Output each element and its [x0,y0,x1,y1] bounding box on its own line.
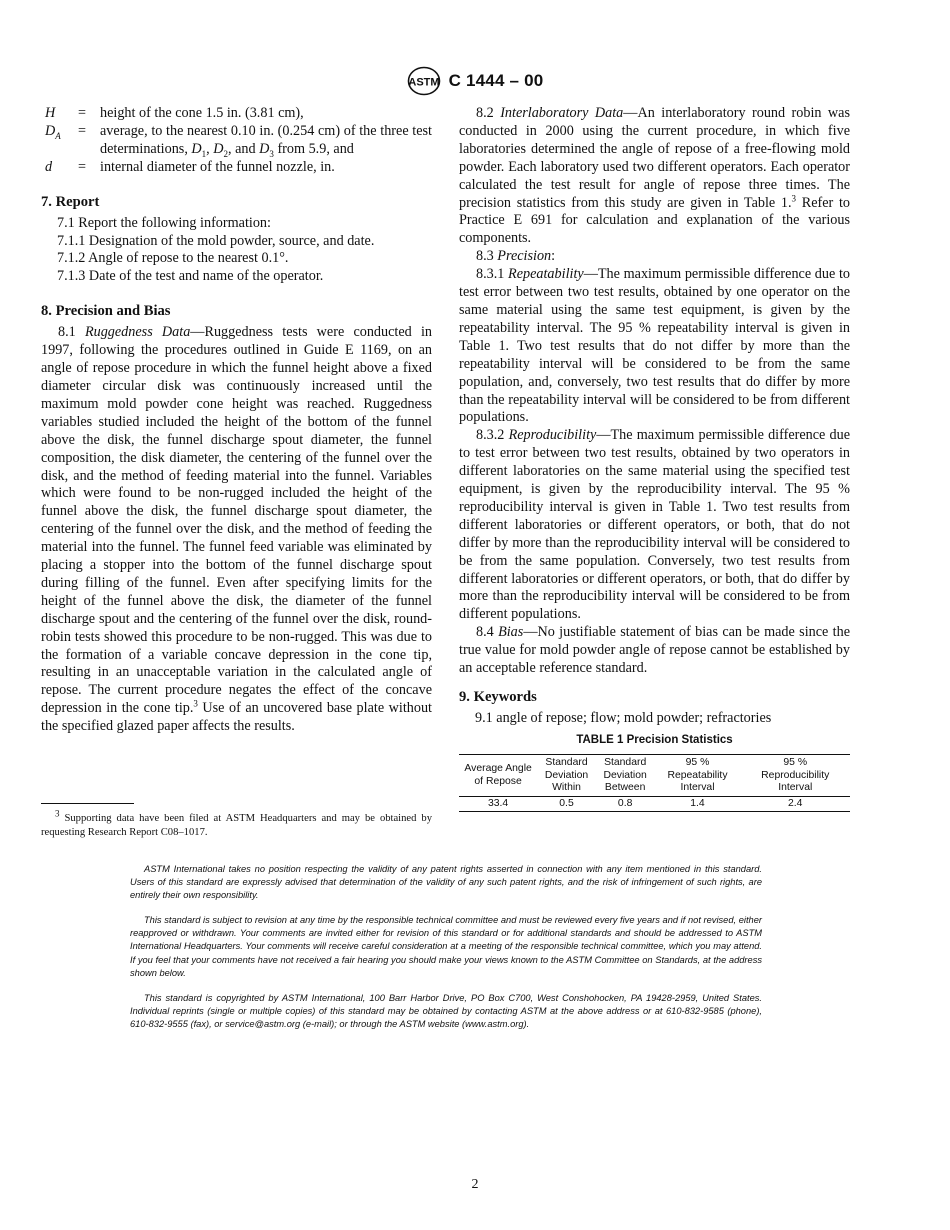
patent-notice: ASTM International takes no position respecting the validity of any patent rights asserted in connection with any item mentioned in this standard. Users of this standard are expressly advised that determination of the validity of any such patent rights, and the risk of infringement of such rights, are entirely their own responsibility. [130,864,762,901]
paragraph-8-1: 8.1 Ruggedness Data—Ruggedness tests were conducted in 1997, following the procedures outlined in Guide E 1169, on an angle of repose procedure in which the funnel height above a fixed diameter circular disk was continuously increased until the maximum mold powder cone height was reached. Ruggedness variables studied included the height of the bottom of the funnel above the disk, the funnel discharge spout diameter, the funnel composition, the disk diameter, the centering of the funnel over the disk, and the method of feeding material into the funnel. Variables which were found to be non-rugged included the height of the funnel above the disk, the funnel discharge spout diameter, the centering of the funnel over the disk, and the method of feeding the material into the funnel. The funnel feed variable was eliminated by placing a stopper into the bottom of the funnel discharge spout during filling of the funnel. Even after specifying limits for the height of the funnel above the disk, the diameter of the funnel discharge spout and the centering of the funnel over the disk, round-robin tests showed this procedure to be non-rugged. This was due to the formation of a variable concave depression in the cone tip, resulting in an unacceptable variation in the calculated angle of repose. The current procedure negates the effect of the concave depression in the cone tip.$^3$ Use of an uncovered base plate without the specified glazed paper affects the results. [41,324,432,735]
variable-definitions [41,105,432,177]
paragraph-7-1-3: 7.1.3 Date of the test and name of the operator. [57,268,324,285]
paragraph-7-1: 7.1 Report the following information: [57,214,271,231]
definition-symbol: H [45,105,56,121]
table-caption: TABLE 1 Precision Statistics [576,733,733,746]
column-header-reproducibility: 95 % Reproducibility Interval [761,756,830,794]
table-cell: 2.4 [788,798,803,810]
definition-row [41,123,432,159]
standard-designation: C 1444 – 00 [448,71,544,90]
paragraph-8-3-2: 8.3.2 Reproducibility—The maximum permissible difference due to test error between two test results, obtained by two operators in different laboratories on the same material using the specified test equipment, is given by the reproducibility interval. The 95 % reproducibility interval is given in Table 1. Two test results from different laboratories or different operators, or both, that do not differ by more than the reproducibility interval will be considered to be from the same population. Conversely, two test results from different laboratories or different operators, or both, that do differ by more than the reproducibility interval will be considered to be from different populations. [459,427,851,623]
definition-row [41,105,432,123]
definition-symbol: d [45,158,53,175]
table-row [459,797,850,812]
definition-row [41,159,432,177]
left-column [41,105,432,736]
precision-statistics-table [459,732,850,812]
svg-text:ASTM: ASTM [407,76,440,89]
section-9-heading: 9. Keywords [459,689,537,705]
definition-text: internal diameter of the funnel nozzle, in. [100,158,335,175]
astm-logo [407,66,441,96]
equals-sign: = [78,122,87,139]
definition-text: average, to the nearest 0.10 in. (0.254 cm) of the three test determinations, $D_1$, $D_2$, and $D_3$ from 5.9, and [100,122,432,159]
column-header-repeatability: 95 % Repeatability Interval [667,756,728,794]
page-number: 2 [471,1177,479,1192]
table-header-row [459,754,850,796]
section-8-heading: 8. Precision and Bias [41,303,171,320]
column-header-average-angle: Average Angle of Repose [464,763,532,787]
paragraph-7-1-1: 7.1.1 Designation of the mold powder, source, and date. [57,232,375,249]
paragraph-9-1: 9.1 angle of repose; flow; mold powder; refractories [475,710,772,726]
revision-notice: This standard is subject to revision at any time by the responsible technical committee and must be reviewed every five years and if not revised, either reapproved or withdrawn. Your comments are invited either for revision of this standard or for additional standards and should be addressed to ASTM International Headquarters. Your comments will receive careful consideration at a meeting of the responsible technical committee, which you may attend. If you feel that your comments have not received a fair hearing you should make your views known to the ASTM Committee on Standards, at the address shown below. [130,915,762,978]
paragraph-8-4: 8.4 Bias—No justifiable statement of bias can be made since the true value for mold powder angle of repose cannot be established by an acceptable reference standard. [459,624,850,677]
table-cell: 0.8 [617,798,633,810]
column-header-sd-within: Standard Deviation Within [544,756,589,794]
footnote: $^3$ Supporting data have been filed at ASTM Headquarters and may be obtained by requesting Research Report C08–1017. [41,808,432,838]
table-cell: 33.4 [487,798,509,810]
section-7-heading: 7. Report [41,193,100,210]
paragraph-8-3-1: 8.3.1 Repeatability—The maximum permissible difference due to test error between two test results, obtained by one operator on the same material using the same test equipment, is given by the repeatability interval. The 95 % repeatability interval is given in Table 1. Two test results that do not differ by more than the repeatability interval will be considered to be from the same population, and, conversely, two test results that do differ by more than the repeatability interval will be considered to be from different populations. [459,266,850,426]
astm-notices [130,863,762,1043]
paragraph-8-3: 8.3 Precision: [476,248,556,265]
paragraph-8-2: 8.2 Interlaboratory Data—An interlaboratory round robin was conducted in 2000 using the current procedure, in which five laboratories determined the angle of repose of a free-flowing mold powder. Each laboratory used two different operators. Each operator calculated the test result for angle of repose three times. The precision statistics from this study are given in Table 1.$^3$ Refer to Practice E 691 for calculation and explanation of the various components. [459,105,850,247]
right-column [459,105,850,812]
equals-sign: = [78,105,87,121]
table-cell: 0.5 [559,798,574,810]
page-header [0,66,950,96]
definition-symbol: $D_A$ [45,122,61,141]
column-header-sd-between: Standard Deviation Between [603,756,647,794]
footnote-divider [41,803,134,804]
equals-sign: = [78,158,87,175]
definition-text: height of the cone 1.5 in. (3.81 cm), [100,105,304,121]
table-cell: 1.4 [690,798,705,810]
copyright-notice: This standard is copyrighted by ASTM International, 100 Barr Harbor Drive, PO Box C700, West Conshohocken, PA 19428-2959, United States. Individual reprints (single or multiple copies) of this standard may be obtained by contacting ASTM at the above address or at 610-832-9585 (phone), 610-832-9555 (fax), or service@astm.org (e-mail); or through the ASTM website (www.astm.org). [130,992,762,1029]
paragraph-7-1-2: 7.1.2 Angle of repose to the nearest 0.1°. [57,250,289,267]
